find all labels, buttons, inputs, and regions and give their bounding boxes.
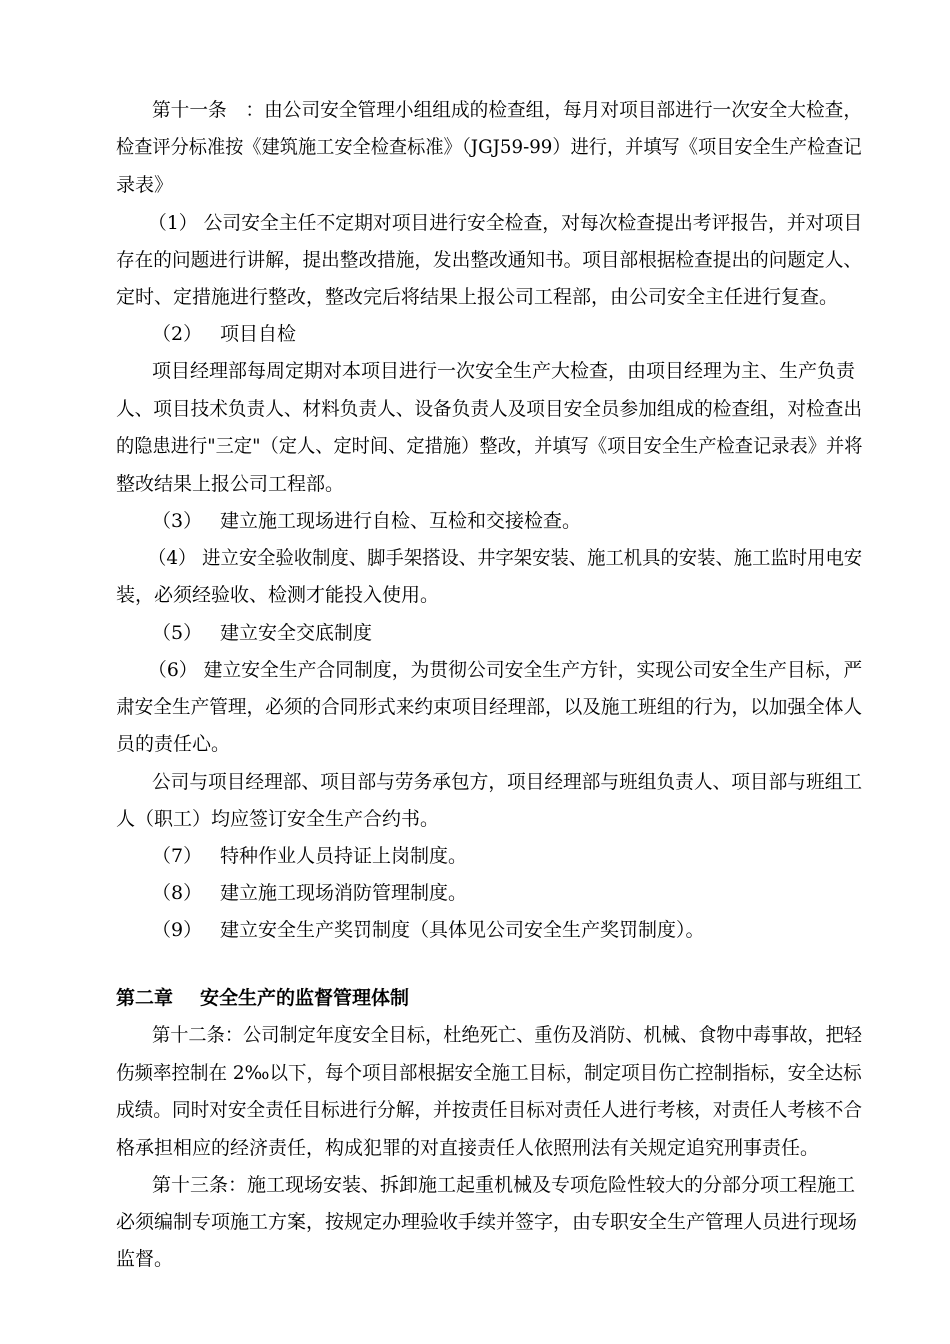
item-9-label: 建立安全生产奖罚制度（具体见公司安全生产奖罚制度）。 (220, 919, 705, 941)
item-2-line-3: 的隐患进行"三定"（定人、定时间、定措施）整改，并填写《项目安全生产检查记录表》并将 (116, 435, 863, 457)
item-1-line-1: （1） 公司安全主任不定期对项目进行安全检查，对每次检查提出考评报告，并对项目 (148, 212, 863, 234)
article-12-line-2: 伤频率控制在 2‰以下，每个项目部根据安全施工目标，制定项目伤亡控制指标，安全达标 (116, 1062, 862, 1084)
article-11-line-1: 第十一条 ：由公司安全管理小组组成的检查组，每月对项目部进行一次安全大检查， (152, 99, 863, 121)
item-1-line-2: 存在的问题进行讲解，提出整改措施，发出整改通知书。项目部根据检查提出的问题定人、 (116, 249, 863, 271)
item-5-number: （5） (152, 622, 203, 644)
item-2-label: 项目自检 (220, 323, 297, 345)
article-12-line-1: 第十二条：公司制定年度安全目标，杜绝死亡、重伤及消防、机械、食物中毒事故，把轻 (152, 1024, 863, 1046)
chapter-2-title: 安全生产的监督管理体制 (200, 987, 410, 1009)
contracts-line-2: 人（职工）均应签订安全生产合约书。 (116, 808, 440, 830)
item-4-line-2: 装，必须经验收、检测才能投入使用。 (116, 584, 440, 606)
item-9-number: （9） (152, 919, 203, 941)
item-1-line-3: 定时、定措施进行整改，整改完后将结果上报公司工程部，由公司安全主任进行复查。 (116, 286, 839, 308)
item-7-label: 特种作业人员持证上岗制度。 (220, 845, 468, 867)
chapter-2-number: 第二章 (116, 987, 174, 1009)
item-8-label: 建立施工现场消防管理制度。 (220, 882, 468, 904)
contracts-line-1: 公司与项目经理部、项目部与劳务承包方，项目经理部与班组负责人、项目部与班组工 (152, 771, 863, 793)
item-2-line-4: 整改结果上报公司工程部。 (116, 473, 345, 495)
item-3-number: （3） (152, 510, 203, 532)
article-13-line-3: 监督。 (116, 1248, 174, 1270)
article-13-line-1: 第十三条：施工现场安装、拆卸施工起重机械及专项危险性较大的分部分项工程施工 (152, 1174, 856, 1196)
item-5-label: 建立安全交底制度 (220, 622, 373, 644)
article-12-line-3: 成绩。同时对安全责任目标进行分解，并按责任目标对责任人进行考核，对责任人考核不合 (116, 1099, 863, 1121)
article-11-line-2: 检查评分标准按《建筑施工安全检查标准》（JGJ59-99）进行，并填写《项目安全生产检查记 (116, 136, 862, 158)
item-3-label: 建立施工现场进行自检、互检和交接检查。 (220, 510, 582, 532)
article-12-line-4: 格承担相应的经济责任，构成犯罪的对直接责任人依照刑法有关规定追究刑事责任。 (116, 1137, 820, 1159)
item-2-line-1: 项目经理部每周定期对本项目进行一次安全生产大检查，由项目经理为主、生产负责 (152, 360, 856, 382)
item-2-number: （2） (152, 323, 203, 345)
item-6-line-3: 员的责任心。 (116, 733, 231, 755)
article-11-line-3: 录表》 (116, 174, 174, 196)
item-6-line-1: （6） 建立安全生产合同制度，为贯彻公司安全生产方针，实现公司安全生产目标，严 (148, 659, 863, 681)
item-8-number: （8） (152, 882, 203, 904)
item-2-line-2: 人、项目技术负责人、材料负责人、设备负责人及项目安全员参加组成的检查组，对检查出 (116, 398, 863, 420)
article-13-line-2: 必须编制专项施工方案，按规定办理验收手续并签字，由专职安全生产管理人员进行现场 (116, 1211, 858, 1233)
item-6-line-2: 肃安全生产管理，必须的合同形式来约束项目经理部，以及施工班组的行为，以加强全体人 (116, 696, 863, 718)
item-7-number: （7） (152, 845, 203, 867)
item-4-line-1: （4） 进立安全验收制度、脚手架搭设、井字架安装、施工机具的安装、施工监时用电安 (148, 547, 863, 569)
